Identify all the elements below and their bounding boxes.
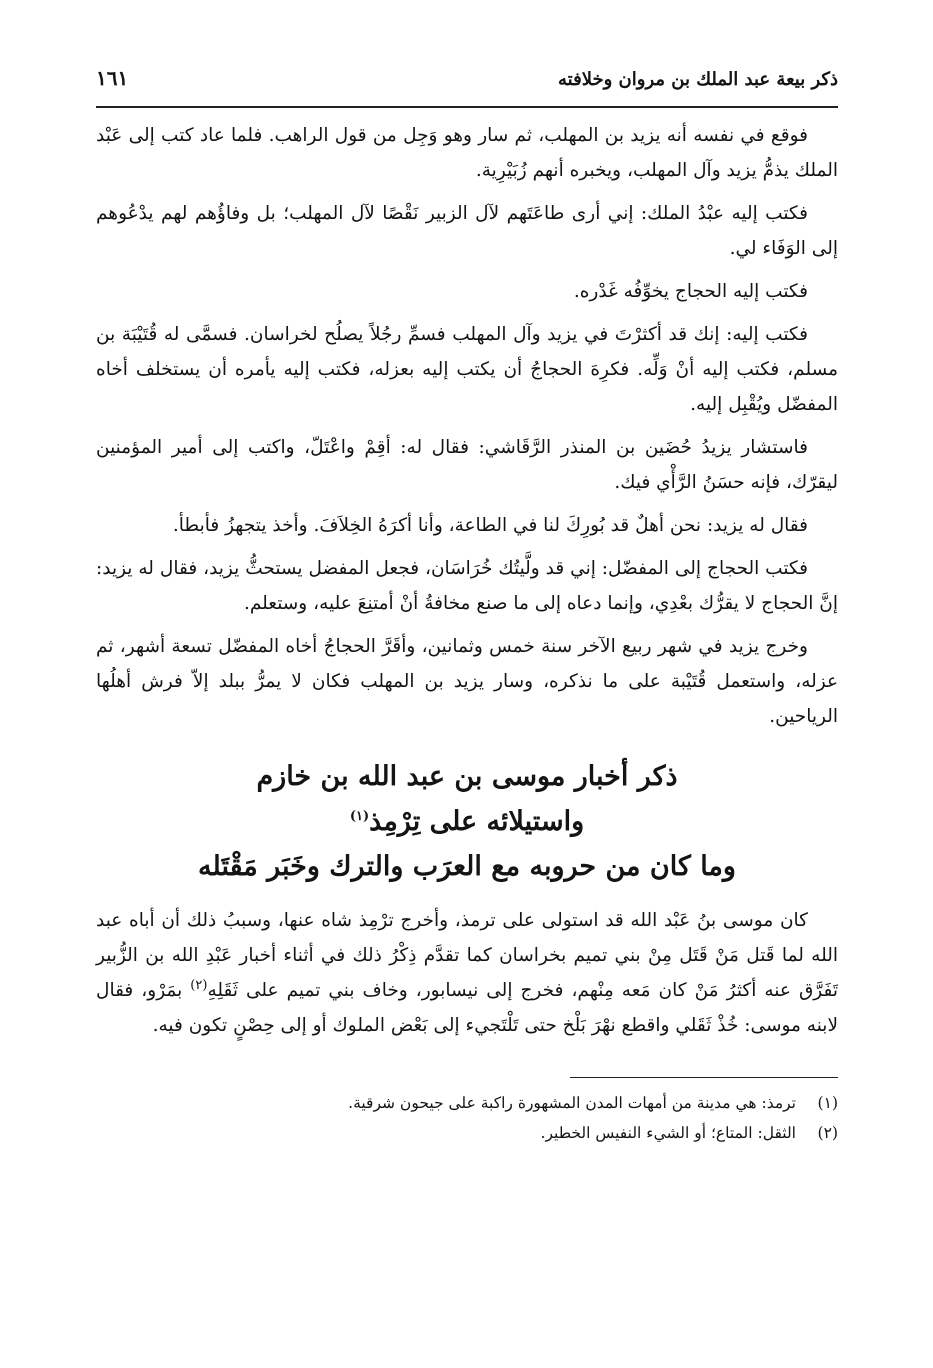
section-heading [96, 754, 838, 889]
footnote-1-text: ترمذ: هي مدينة من أمهات المدن المشهورة راكبة على جيحون شرقية. [348, 1094, 796, 1112]
footnote-2 [96, 1118, 838, 1148]
section-paragraph [96, 903, 838, 1043]
paragraph-6: فقال له يزيد: نحن أهلٌ قد بُورِكَ لنا في الطاعة، وأنا أكرَهُ الخِلاَفَ. وأخذ يتجهزُ فأبطأ. [172, 515, 808, 536]
footnote-2-number: (٢) [817, 1124, 838, 1142]
page-number: ١٦١ [96, 66, 129, 90]
section-text-part-1: كان موسى بنُ عَبْد الله قد استولى على ترمذ، وأخرج ترْمِذ شاه عنها، وسببُ ذلك أن أباه عبد الله لما قَتل مَنْ قَتَل مِنْ بني تميم بخراسان كما تقدَّم ذِكْرُ ذلك في أثناء أخبار عَبْدِ الله بن الزُّبير تَفَرَّق عنه أكثرُ مَنْ كان مَعه مِنْهم، فخرج إلى نيسابور، وخاف بني تميم على ثَقَلِهِ [96, 910, 839, 1001]
footnote-1-number: (١) [817, 1094, 838, 1112]
footnotes [96, 1088, 838, 1148]
footnote-ref-1: (١) [349, 809, 370, 824]
book-page [96, 66, 838, 1148]
running-title: ذكر بيعة عبد الملك بن مروان وخلافته [558, 69, 838, 90]
footnote-rule [570, 1077, 838, 1078]
header-rule [96, 106, 838, 108]
running-header [96, 66, 838, 106]
paragraph-1: فوقع في نفسه أنه يزيد بن المهلب، ثم سار وهو وَجِل من قول الراهب. فلما عاد كتب إلى عَبْد الملك يذمُّ يزيد وآل المهلب، ويخبره أنهم زُبَيْرِية. [96, 125, 838, 181]
heading-line-3: وما كان من حروبه مع العرَب والترك وخَبَر مَقْتَله [198, 851, 736, 882]
paragraph-4: فكتب إليه: إنك قد أكثرْتَ في يزيد وآل المهلب فسمِّ رجُلاً يصلُح لخراسان. فسمَّى له قُتَيْبَة بن مسلم، فكتب إليه أنْ وَلِّه. فكرِهَ الحجاجُ أن يكتب إليه بعزله، فكتب إليه يأمره أن يستخلف أخاه المفضّل ويُقْبِل إليه. [96, 324, 838, 415]
footnote-1 [96, 1088, 838, 1118]
heading-line-2-text: واستيلائه على تِرْمِذ [369, 806, 585, 837]
paragraph-2: فكتب إليه عبْدُ الملك: إني أرى طاعَتَهم لآل الزبير نَقْصًا لآل المهلب؛ بل وفاؤُهم لهم يدْعُوهم إلى الوَفَاء لي. [96, 203, 838, 259]
main-text [96, 118, 838, 734]
footnote-ref-2: (٢) [190, 977, 208, 993]
footnote-2-text: الثقل: المتاع؛ أو الشيء النفيس الخطير. [540, 1124, 796, 1142]
section-text-part-2: بمَرْو، فقال لابنه موسى: خُذْ ثَقَلي واقطع نهْرَ بَلْخ حتى تَلْتَجيء إلى بَعْض الملوك أو إلى حِصْنٍ تكون فيه. [96, 980, 838, 1036]
paragraph-7: فكتب الحجاج إلى المفضّل: إني قد ولَّيتُك خُرَاسَان، فجعل المفضل يستحثُّ يزيد، فقال له يزيد: إنَّ الحجاج لا يقرُّك بعْدِي، وإنما دعاه إلى ما صنع مخافةُ أنْ أمتنِعَ عليه، وستعلم. [96, 558, 838, 614]
paragraph-3: فكتب إليه الحجاج يخوِّفُه غَدْره. [573, 281, 808, 302]
paragraph-8: وخرج يزيد في شهر ربيع الآخر سنة خمس وثمانين، وأقَرَّ الحجاجُ أخاه المفضّل تسعة أشهر، ثم عزله، واستعمل قُتَيْبة على ما نذكره، وسار يزيد بن المهلب فكان لا يمرُّ ببلد إلاّ فرش أهلُها الرياحين. [96, 636, 838, 727]
heading-line-1: ذكر أخبار موسى بن عبد الله بن خازم [256, 761, 678, 792]
paragraph-5: فاستشار يزيدُ حُضَين بن المنذر الرَّقَاشي: فقال له: أقِمْ واعْتَلّ، واكتب إلى أمير المؤمنين ليقرّك، فإنه حسَنُ الرَّأْي فيك. [96, 437, 838, 493]
heading-line-2 [96, 799, 838, 844]
